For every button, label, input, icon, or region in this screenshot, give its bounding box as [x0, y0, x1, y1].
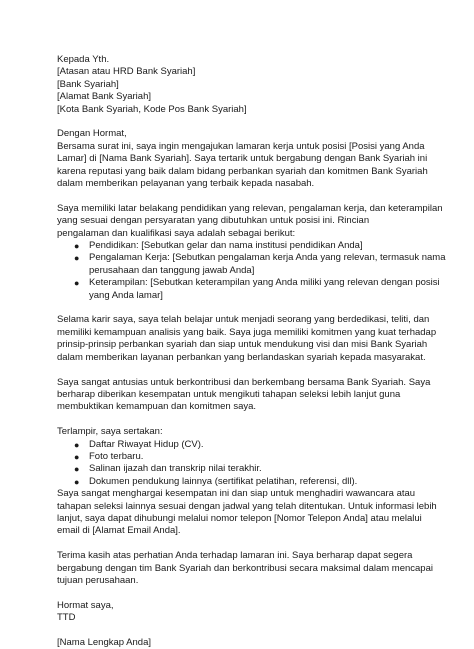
paragraph-line: Lamar] di [Nama Bank Syariah]. Saya tertarik untuk bergabung dengan Bank Syariah ini: [57, 153, 428, 165]
list-item: [57, 451, 425, 463]
paragraph-line: yang sesuai dengan persyaratan yang dibutuhkan untuk posisi ini. Rincian: [57, 215, 370, 227]
list-item-text: Dokumen pendukung lainnya (sertifikat pelatihan, referensi, dll).: [89, 475, 358, 487]
list-item-text: Daftar Riwayat Hidup (CV).: [89, 438, 204, 450]
paragraph-line: pengalaman dan kualifikasi saya adalah sebagai berikut:: [57, 227, 296, 239]
bullet-icon: ●: [74, 278, 80, 289]
bullet-icon: ●: [74, 451, 80, 462]
paragraph-line: bergabung dengan tim Bank Syariah dan berkontribusi secara maksimal dalam mencapai: [57, 562, 433, 574]
list-item: [57, 277, 440, 302]
paragraph-line: tahapan seleksi lainnya sesuai dengan jadwal yang telah ditentukan. Untuk informasi lebih: [57, 500, 437, 512]
paragraph-line: lanjut, saya dapat dihubungi melalui nomor telepon [Nomor Telepon Anda] atau melalui: [57, 512, 422, 524]
list-item-text: Salinan ijazah dan transkrip nilai terakhir.: [89, 463, 262, 475]
bullet-icon: ●: [74, 241, 80, 252]
recipient-line: Kepada Yth.: [57, 54, 110, 65]
paragraph-line: prinsip-prinsip perbankan syariah dan siap untuk mendukung visi dan misi Bank Syariah: [57, 339, 428, 351]
signature: TTD: [57, 612, 76, 624]
cover-letter: [57, 54, 446, 649]
paragraph-line: Terima kasih atas perhatian Anda terhadap lamaran ini. Saya berharap dapat segera: [57, 550, 413, 562]
list-item-text: Foto terbaru.: [89, 450, 144, 462]
list-item-text: perusahaan dan tanggung jawab Anda]: [89, 264, 255, 276]
salutation: Dengan Hormat,: [57, 128, 127, 140]
list-item: [57, 240, 425, 252]
paragraph-line: membuktikan kemampuan dan komitmen saya.: [57, 401, 257, 413]
intro-paragraph: [57, 140, 428, 191]
attachments-list: [57, 439, 425, 489]
paragraph-line: dalam memberikan layanan perbankan yang berlandaskan syariah kepada masyarakat.: [57, 351, 426, 363]
paragraph-line: Saya sangat menghargai kesempatan ini dan siap untuk menghadiri wawancara atau: [57, 488, 416, 500]
paragraph-line: Saya memiliki latar belakang pendidikan yang relevan, pengalaman kerja, dan keterampilan: [57, 202, 443, 214]
bullet-icon: ●: [74, 253, 80, 264]
bullet-icon: ●: [74, 439, 80, 450]
recipient-block: [57, 54, 425, 116]
paragraph-line: karena reputasi yang baik dalam bidang perbankan syariah dan komitmen Bank Syariah: [57, 165, 428, 177]
list-item-text: Pendidikan: [Sebutkan gelar dan nama institusi pendidikan Anda]: [89, 240, 363, 252]
recipient-line: [Bank Syariah]: [57, 78, 119, 90]
paragraph-line: berharap diberikan kesempatan untuk mengikuti tahapan seleksi lebih lanjut guna: [57, 388, 401, 400]
paragraph-line: Bersama surat ini, saya ingin mengajukan lamaran kerja untuk posisi [Posisi yang Anda: [57, 140, 425, 152]
sender-name: [Nama Lengkap Anda]: [57, 636, 152, 648]
bullet-icon: ●: [74, 476, 80, 487]
paragraph-line: memiliki kemampuan analisis yang baik. Saya juga memiliki komitmen yang kuat terhadap: [57, 326, 437, 338]
list-item-text: Pengalaman Kerja: [Sebutkan pengalaman kerja Anda yang relevan, termasuk nama: [89, 252, 446, 264]
recipient-line: [Atasan atau HRD Bank Syariah]: [57, 66, 196, 78]
recipient-line: [Alamat Bank Syariah]: [57, 91, 151, 103]
paragraph-line: tujuan perusahaan.: [57, 574, 139, 586]
paragraph-line: Selama karir saya, saya telah belajar untuk menjadi seorang yang berdedikasi, teliti, dan: [57, 314, 430, 326]
interview-paragraph: [57, 488, 437, 538]
paragraph-line: dalam memberikan pelayanan yang terbaik kepada nasabah.: [57, 178, 315, 190]
list-item-text: Keterampilan: [Sebutkan keterampilan yang Anda miliki yang relevan dengan posisi: [89, 277, 440, 289]
recipient-line: [Kota Bank Syariah, Kode Pos Bank Syariah]: [57, 103, 247, 115]
qualifications-list: [57, 240, 446, 302]
list-item: [57, 252, 446, 277]
list-item: [57, 476, 425, 488]
background-paragraph: [57, 202, 443, 240]
paragraph-line: Saya sangat antusias untuk berkontribusi dan berkembang bersama Bank Syariah. Saya: [57, 376, 431, 388]
paragraph-line: email di [Alamat Email Anda].: [57, 525, 181, 537]
closing: Hormat saya,: [57, 599, 114, 611]
list-item: [57, 463, 425, 475]
thanks-paragraph: [57, 550, 433, 587]
career-paragraph: [57, 314, 437, 364]
list-item: [57, 439, 425, 451]
bullet-icon: ●: [74, 464, 80, 475]
list-item-text: yang Anda lamar]: [89, 289, 163, 301]
enthusiasm-paragraph: [57, 376, 431, 414]
attachments-intro: Terlampir, saya sertakan:: [57, 426, 163, 438]
